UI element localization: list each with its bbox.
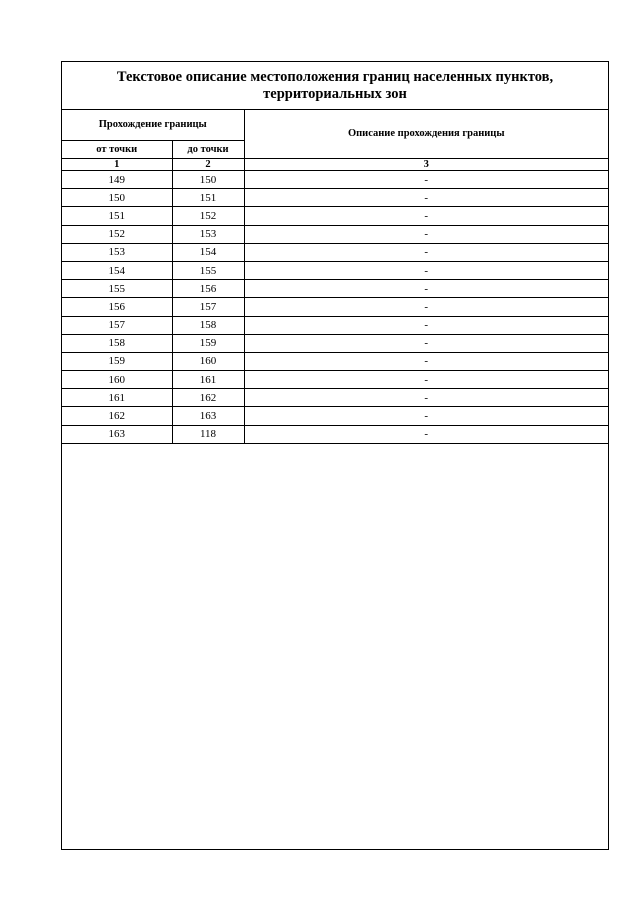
- table-row: [62, 389, 608, 407]
- to-point-cell: 162: [172, 389, 244, 407]
- description-cell: -: [244, 280, 608, 298]
- table-body: [62, 171, 608, 444]
- description-cell: -: [244, 425, 608, 443]
- to-point-cell: 160: [172, 352, 244, 370]
- description-cell: -: [244, 316, 608, 334]
- table-row: [62, 243, 608, 261]
- from-point-cell: 160: [62, 371, 172, 389]
- description-cell: -: [244, 261, 608, 279]
- to-point-cell: 154: [172, 243, 244, 261]
- table-row: [62, 261, 608, 279]
- from-point-cell: 152: [62, 225, 172, 243]
- table-row: [62, 371, 608, 389]
- description-cell: -: [244, 225, 608, 243]
- to-point-cell: 157: [172, 298, 244, 316]
- from-point-cell: 162: [62, 407, 172, 425]
- description-cell: -: [244, 189, 608, 207]
- from-point-cell: 161: [62, 389, 172, 407]
- document-frame: [61, 61, 609, 850]
- to-point-cell: 153: [172, 225, 244, 243]
- table-row: [62, 225, 608, 243]
- header-passage: Прохождение границы: [62, 110, 244, 141]
- from-point-cell: 163: [62, 425, 172, 443]
- description-cell: -: [244, 389, 608, 407]
- to-point-cell: 158: [172, 316, 244, 334]
- from-point-cell: 155: [62, 280, 172, 298]
- to-point-cell: 156: [172, 280, 244, 298]
- to-point-cell: 163: [172, 407, 244, 425]
- header-from-point: от точки: [62, 141, 172, 159]
- table-row: [62, 298, 608, 316]
- table-row: [62, 352, 608, 370]
- document-title: Текстовое описание местоположения границ населенных пунктов, территориальных зон: [62, 62, 608, 110]
- table-row: [62, 316, 608, 334]
- to-point-cell: 161: [172, 371, 244, 389]
- table-row: [62, 207, 608, 225]
- table-row: [62, 171, 608, 189]
- description-cell: -: [244, 298, 608, 316]
- description-cell: -: [244, 371, 608, 389]
- description-cell: -: [244, 171, 608, 189]
- description-cell: -: [244, 352, 608, 370]
- table-row: [62, 334, 608, 352]
- from-point-cell: 150: [62, 189, 172, 207]
- description-cell: -: [244, 407, 608, 425]
- from-point-cell: 157: [62, 316, 172, 334]
- column-number-1: 1: [62, 159, 172, 171]
- table-row: [62, 425, 608, 443]
- to-point-cell: 159: [172, 334, 244, 352]
- to-point-cell: 155: [172, 261, 244, 279]
- header-to-point: до точки: [172, 141, 244, 159]
- from-point-cell: 156: [62, 298, 172, 316]
- description-cell: -: [244, 334, 608, 352]
- column-number-2: 2: [172, 159, 244, 171]
- description-cell: -: [244, 243, 608, 261]
- table-row: [62, 280, 608, 298]
- header-description: Описание прохождения границы: [244, 110, 608, 159]
- table-row: [62, 407, 608, 425]
- boundary-table: [62, 110, 608, 444]
- from-point-cell: 151: [62, 207, 172, 225]
- from-point-cell: 158: [62, 334, 172, 352]
- to-point-cell: 152: [172, 207, 244, 225]
- to-point-cell: 151: [172, 189, 244, 207]
- from-point-cell: 153: [62, 243, 172, 261]
- from-point-cell: 154: [62, 261, 172, 279]
- to-point-cell: 150: [172, 171, 244, 189]
- to-point-cell: 118: [172, 425, 244, 443]
- from-point-cell: 159: [62, 352, 172, 370]
- table-row: [62, 189, 608, 207]
- column-number-3: 3: [244, 159, 608, 171]
- from-point-cell: 149: [62, 171, 172, 189]
- description-cell: -: [244, 207, 608, 225]
